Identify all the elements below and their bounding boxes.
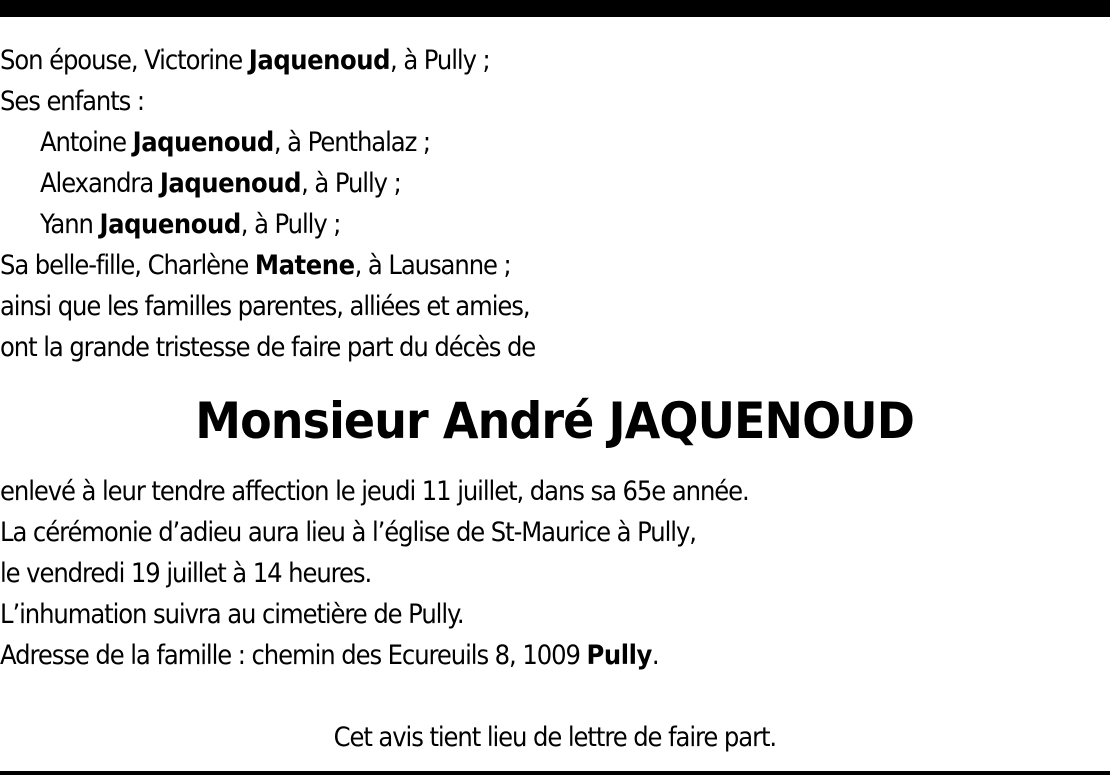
body-line: La cérémonie d’adieu aura lieu à l’église de St-Maurice à Pully,	[0, 517, 696, 548]
intro-line: ont la grande tristesse de faire part du décès de	[0, 332, 536, 363]
address-city: Pully	[586, 640, 652, 671]
child-surname: Jaquenoud	[99, 209, 241, 240]
child-line: Yann Jaquenoud, à Pully ;	[40, 209, 341, 240]
child-surname: Jaquenoud	[132, 127, 274, 158]
body-line: L’inhumation suivra au cimetière de Pully.	[0, 599, 464, 630]
closing-note: Cet avis tient lieu de lettre de faire part.	[333, 722, 777, 753]
children-intro: Ses enfants :	[0, 86, 145, 117]
body-line: le vendredi 19 juillet à 14 heures.	[0, 558, 372, 589]
spouse-line: Son épouse, Victorine Jaquenoud, à Pully ;	[0, 45, 490, 76]
child-line: Alexandra Jaquenoud, à Pully ;	[40, 168, 401, 199]
body-line: enlevé à leur tendre affection le jeudi 11 juillet, dans sa 65e année.	[0, 476, 749, 507]
bottom-border-rule	[0, 771, 1110, 775]
spouse-surname: Jaquenoud	[248, 45, 391, 76]
family-address-line: Adresse de la famille : chemin des Ecureuils 8, 1009 Pully.	[0, 640, 659, 671]
child-line: Antoine Jaquenoud, à Penthalaz ;	[40, 127, 431, 158]
top-border-rule	[0, 0, 1110, 17]
child-surname: Jaquenoud	[159, 168, 302, 199]
daughter-in-law-surname: Matene	[254, 250, 355, 281]
deceased-name: Monsieur André JAQUENOUD	[195, 392, 915, 450]
daughter-in-law-line: Sa belle-fille, Charlène Matene, à Lausanne ;	[0, 250, 511, 281]
families-line: ainsi que les familles parentes, alliées et amies,	[0, 291, 530, 322]
